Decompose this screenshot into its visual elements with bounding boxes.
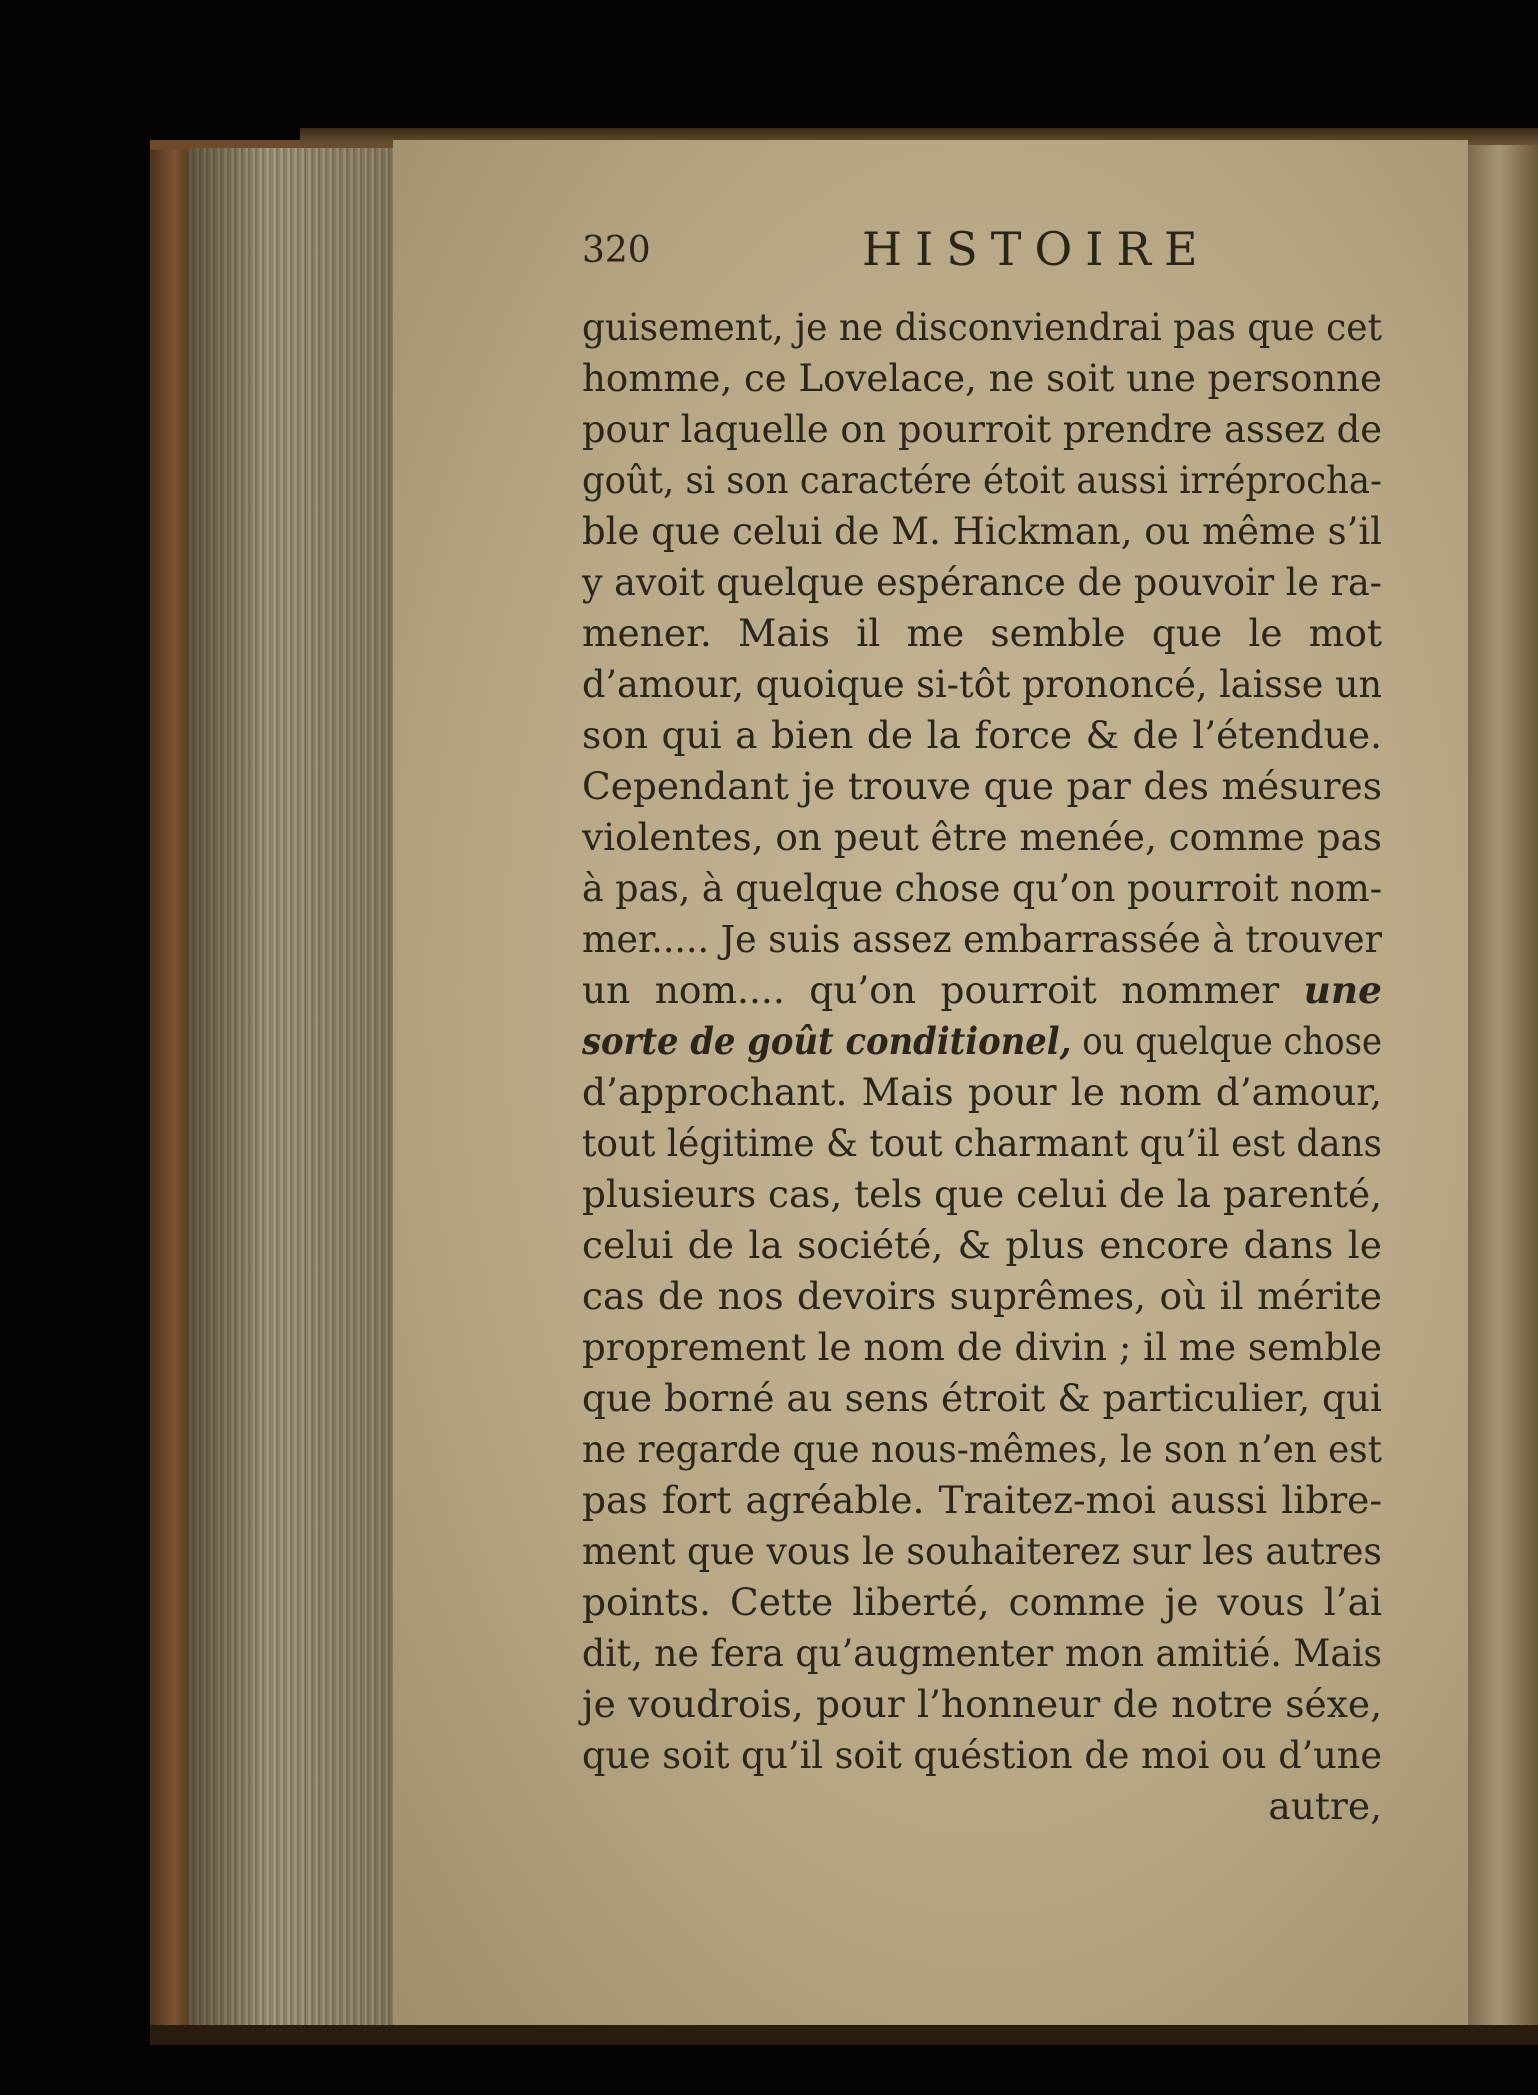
book-bottom-edge [150,2025,1538,2045]
text-line: sorte de goût conditionel, ou quelque chose [582,1016,1382,1067]
text-line: je voudrois, pour l’honneur de notre séxe, [582,1682,1382,1726]
text-line: que borné au sens étroit & particulier, qui [582,1376,1382,1420]
text-line: un nom.... qu’on pourroit nommer une [582,965,1382,1016]
text-line: plusieurs cas, tels que celui de la parenté, [582,1172,1382,1216]
text-line: cas de nos devoirs suprêmes, où il mérite [582,1274,1382,1318]
text-line: goût, si son caractére étoit aussi irréprocha- [582,458,1382,502]
text-line: ble que celui de M. Hickman, ou même s’il [582,509,1382,553]
text-line: points. Cette liberté, comme je vous l’ai [582,1580,1382,1624]
catchword-line [582,1781,1382,1832]
text-line: y avoit quelque espérance de pouvoir le ra- [582,560,1382,604]
page-number: 320 [582,230,651,271]
text-line: violentes, on peut être menée, comme pas [582,815,1382,859]
italic-emphasis: sorte de goût conditionel, [582,1019,1072,1063]
catchword: autre, [1268,1784,1382,1828]
text-line: Cependant je trouve que par des mésures [582,764,1382,808]
text-line: homme, ce Lovelace, ne soit une personne [582,356,1382,400]
text-line: guisement, je ne disconviendrai pas que cet [582,305,1382,349]
text-line: d’amour, quoique si-tôt prononcé, laisse un [582,662,1382,706]
page-stack-shadow [188,148,393,2028]
body-text [582,302,1382,1832]
text-line: dit, ne fera qu’augmenter mon amitié. Mais [582,1631,1382,1675]
italic-emphasis: une [1303,968,1382,1012]
text-line: tout légitime & tout charmant qu’il est dans [582,1121,1382,1165]
book-gutter [1468,145,1538,2030]
text-line: d’approchant. Mais pour le nom d’amour, [582,1070,1382,1114]
text-line: proprement le nom de divin ; il me semble [582,1325,1382,1369]
running-title: HISTOIRE [862,222,1211,276]
text-line: pas fort agréable. Traitez-moi aussi libre- [582,1478,1382,1522]
text-line: ment que vous le souhaiterez sur les autres [582,1529,1382,1573]
text-line: pour laquelle on pourroit prendre assez de [582,407,1382,451]
cover-edge [150,150,190,2030]
text-line: ne regarde que nous-mêmes, le son n’en est [582,1427,1382,1471]
text-line: à pas, à quelque chose qu’on pourroit nom- [582,866,1382,910]
running-head [582,222,1382,282]
text-line: son qui a bien de la force & de l’étendue. [582,713,1382,757]
text-line: mener. Mais il me semble que le mot [582,611,1382,655]
text-line: que soit qu’il soit quéstion de moi ou d’une [582,1733,1382,1777]
text-line: mer..... Je suis assez embarrassée à trouver [582,917,1382,961]
text-line: celui de la société, & plus encore dans le [582,1223,1382,1267]
